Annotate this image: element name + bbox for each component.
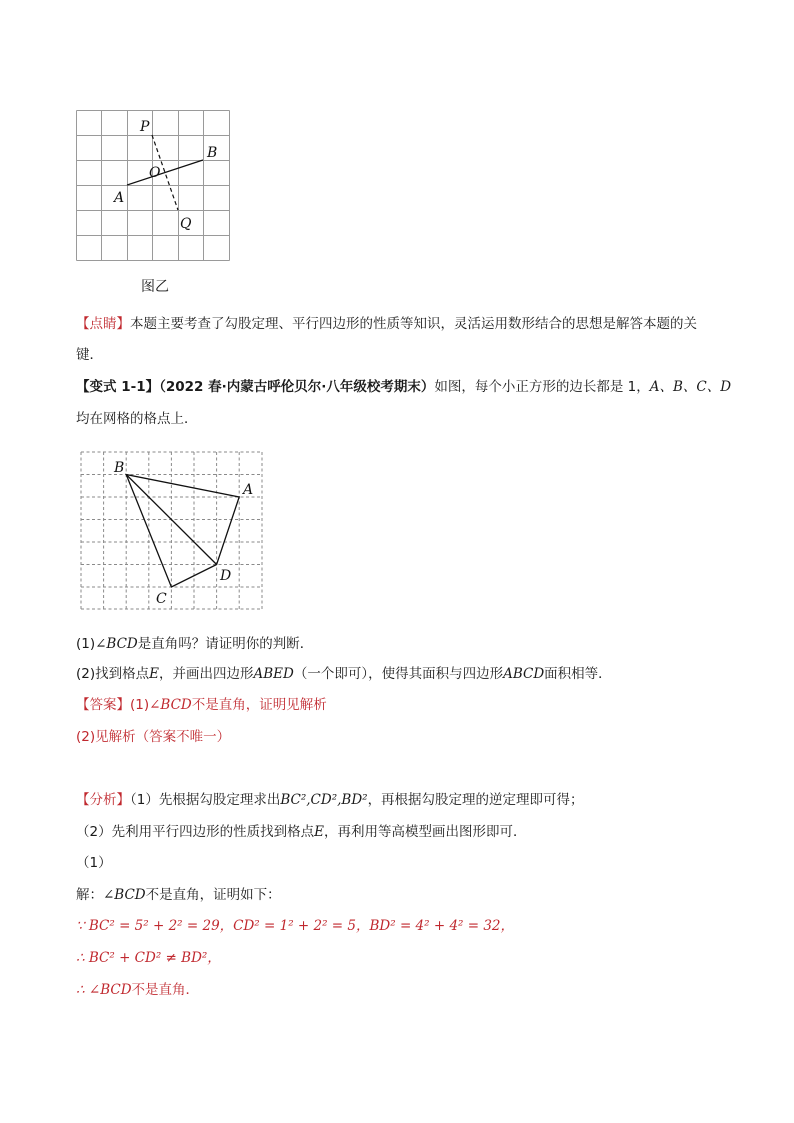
variant-source: （2022 春·内蒙古呼伦贝尔·八年级校考期末） [159, 379, 435, 395]
q2-number: (2) [76, 666, 96, 682]
answer-1-text: 不是直角，证明见解析 [191, 697, 327, 713]
analysis-7-a: ∴ ∠BCD [76, 982, 132, 998]
label-a2: A [243, 482, 254, 498]
label-o: O [149, 165, 161, 181]
analysis-line-7 [76, 980, 199, 1000]
analysis-tag: 【分析】 [76, 792, 130, 808]
analysis-line-4 [76, 885, 281, 905]
q2-text-a: 找到格点 [95, 666, 150, 682]
figure-grid-abcd [80, 450, 265, 612]
analysis-1-a: （1）先根据勾股定理求出 [130, 792, 281, 808]
dashed-grid-lines [81, 452, 262, 609]
variant-line-1 [76, 377, 731, 397]
dianjing-line-2: 键． [76, 347, 103, 363]
variant-tag: 【变式 1-1】 [76, 379, 160, 395]
answer-1-angle: ∠BCD [149, 697, 192, 713]
answer-tag: 【答案】 [76, 697, 130, 713]
analysis-4-a: 解： [76, 887, 103, 903]
analysis-2-b: ，再利用等高模型画出图形即可． [323, 824, 527, 840]
analysis-line-3: （1） [76, 855, 112, 871]
q1-text: 是直角吗？请证明你的判断． [137, 636, 314, 652]
label-d2: D [220, 568, 232, 584]
dianjing-line-1 [76, 314, 697, 334]
label-c2: C [156, 591, 167, 607]
analysis-2-a: （2）先利用平行四边形的性质找到格点 [76, 824, 315, 840]
q2-text-b: ，并画出四边形 [158, 666, 254, 682]
analysis-line-1 [76, 790, 584, 810]
label-b: B [207, 145, 218, 161]
dianjing-text-1: 本题主要考查了勾股定理、平行四边形的性质等知识，灵活运用数形结合的思想是解答本题的关 [130, 316, 697, 332]
variant-text-1: 如图，每个小正方形的边长都是 1， [434, 379, 650, 395]
label-q: Q [180, 216, 192, 232]
answer-line-2: (2)见解析（答案不唯一） [76, 729, 231, 745]
figure-caption: 图乙 [141, 279, 169, 295]
variant-line-2: 均在网格的格点上． [76, 411, 198, 427]
q2-text-d: 面积相等． [544, 666, 612, 682]
question-2 [76, 664, 612, 684]
label-a: A [114, 190, 125, 206]
analysis-line-5: ∵ BC² = 5² + 2² = 29，CD² = 1² + 2² = 5，BD² = 4² + 4² = 32， [76, 918, 515, 934]
analysis-4-b: 不是直角，证明如下： [145, 887, 281, 903]
grid-lines [77, 111, 230, 261]
variant-points: A、B、C、D [649, 379, 732, 395]
analysis-line-6: ∴ BC² + CD² ≠ BD²， [76, 950, 221, 966]
segment-ab [127, 160, 203, 185]
analysis-1-b: ，再根据勾股定理的逆定理即可得； [367, 792, 584, 808]
question-1 [76, 634, 313, 654]
q2-text-c: （一个即可），使得其面积与四边形 [293, 666, 504, 682]
answer-1-number: (1) [130, 697, 150, 713]
figure-grid-yi [76, 110, 236, 266]
answer-line-1 [76, 695, 327, 715]
analysis-7-b: 不是直角． [131, 982, 200, 998]
q2-abcd: ABCD [503, 666, 545, 682]
analysis-4-angle: ∠BCD [103, 887, 146, 903]
analysis-2-e: E [314, 824, 324, 840]
q1-number: (1) [76, 636, 96, 652]
dianjing-tag: 【点睛】 [76, 316, 130, 332]
q2-abed: ABED [253, 666, 294, 682]
label-p: P [140, 119, 150, 135]
analysis-line-2 [76, 822, 526, 842]
q2-point-e: E [149, 666, 159, 682]
q1-angle: ∠BCD [95, 636, 138, 652]
analysis-1-math: BC²,CD²,BD² [280, 792, 368, 808]
label-b2: B [114, 460, 125, 476]
